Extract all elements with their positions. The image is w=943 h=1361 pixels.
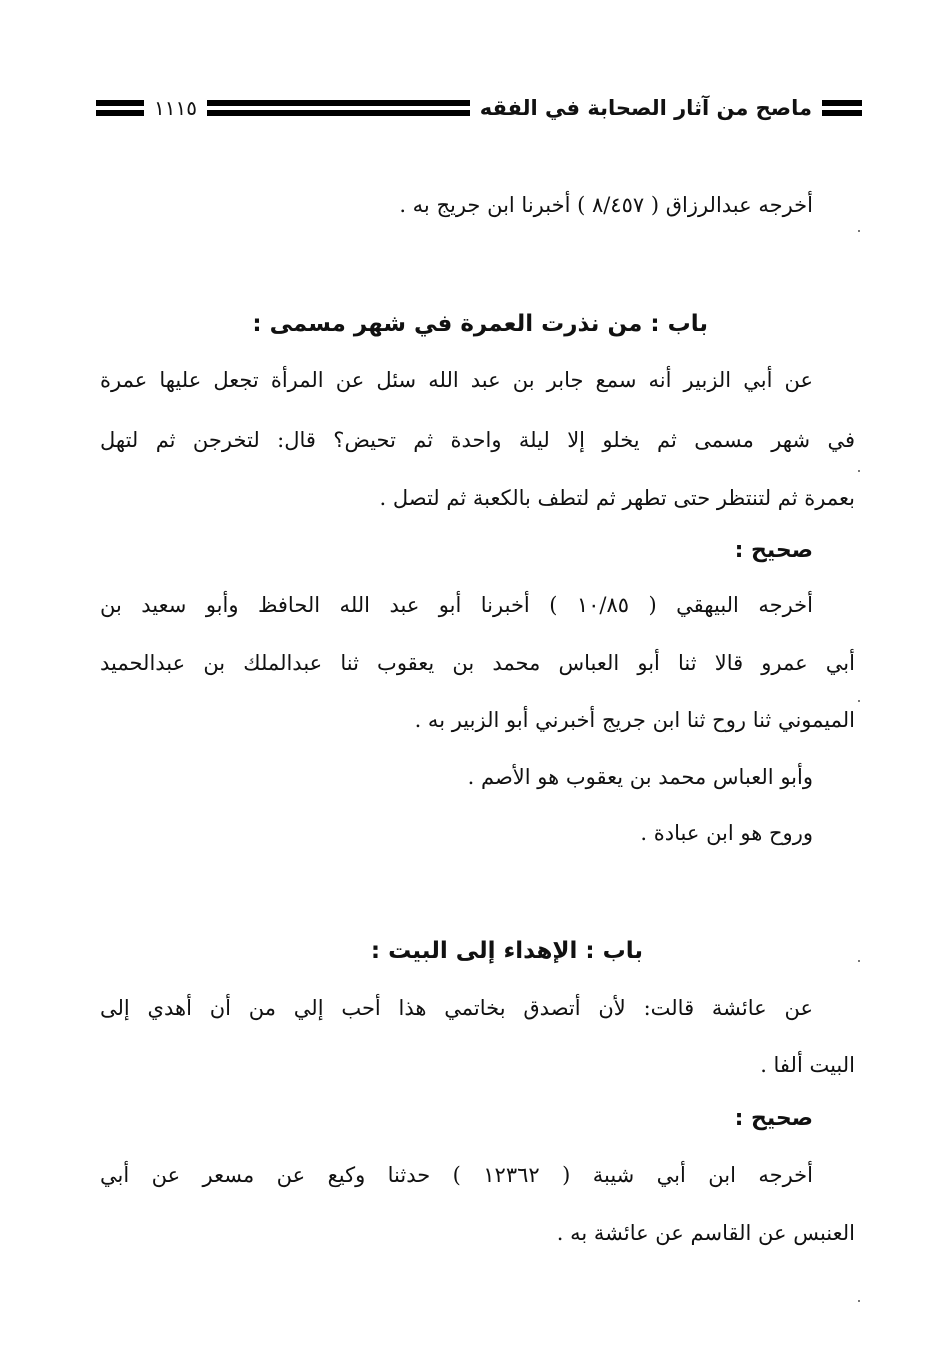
header-rule-right: [822, 92, 862, 124]
scan-speck: [858, 1300, 860, 1302]
section2-takhrij-line: أخرجه ابن أبي شيبة ( ١٢٣٦٢ ) حدثنا وكيع عن مسعر عن أبي: [100, 1163, 813, 1187]
scan-speck: [858, 470, 860, 472]
section1-takhrij-line: الميموني ثنا روح ثنا ابن جريج أخبرني أبو الزبير به .: [414, 708, 855, 732]
section2-heading: باب : الإهداء إلى البيت :: [370, 938, 643, 964]
section1-heading: باب : من نذرت العمرة في شهر مسمى :: [252, 311, 708, 337]
header-rule-left: [96, 92, 144, 124]
section1-note: وروح هو ابن عبادة .: [640, 821, 813, 845]
section1-text-line: في شهر مسمى ثم يخلو إلا ليلة واحدة ثم تحيض؟ قال: لتخرجن ثم لتهل: [100, 428, 855, 452]
section1-text-line: بعمرة ثم لتنتظر حتى تطهر ثم لتطف بالكعبة ثم لتصل .: [379, 486, 855, 510]
running-header: [96, 88, 862, 128]
scan-speck: [858, 230, 860, 232]
section1-takhrij-line: أبي عمرو قالا ثنا أبو العباس محمد بن يعقوب ثنا عبدالملك بن عبدالحميد: [100, 651, 855, 675]
scan-speck: [858, 700, 860, 702]
header-title: ماصح من آثار الصحابة في الفقه: [479, 96, 812, 120]
section1-grade: صحيح :: [734, 538, 813, 563]
intro-line: أخرجه عبدالرزاق ( ٨/٤٥٧ ) أخبرنا ابن جريج به .: [399, 193, 813, 217]
page-number: ١١١٥: [154, 96, 197, 120]
section2-takhrij-line: العنبس عن القاسم عن عائشة به .: [556, 1221, 855, 1245]
section2-text-line: عن عائشة قالت: لأن أتصدق بخاتمي هذا أحب إلي من أن أهدي إلى: [100, 996, 813, 1020]
section1-note: وأبو العباس محمد بن يعقوب هو الأصم .: [467, 765, 813, 789]
section2-grade: صحيح :: [734, 1106, 813, 1131]
section1-text-line: عن أبي الزبير أنه سمع جابر بن عبد الله سئل عن المرأة تجعل عليها عمرة: [100, 368, 813, 392]
section1-takhrij-line: أخرجه البيهقي ( ١٠/٨٥ ) أخبرنا أبو عبد الله الحافظ وأبو سعيد بن: [100, 593, 813, 617]
section2-text-line: البيت ألفا .: [760, 1053, 855, 1077]
scan-speck: [858, 960, 860, 962]
header-rule-middle: [207, 92, 470, 124]
